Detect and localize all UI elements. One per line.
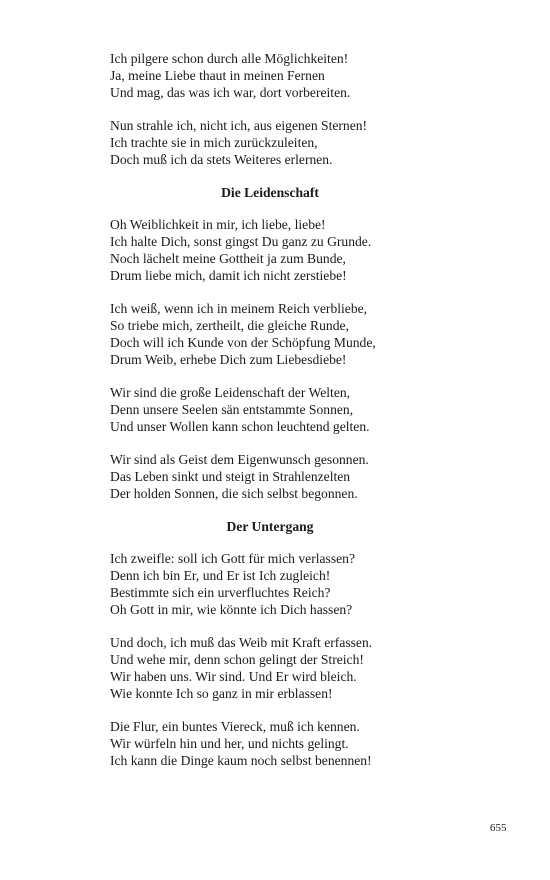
verse-line: Oh Gott in mir, wie könnte ich Dich hassen? bbox=[110, 602, 353, 617]
stanza bbox=[110, 117, 430, 168]
verse-line: Ja, meine Liebe thaut in meinen Fernen bbox=[110, 68, 325, 83]
verse-line: Ich trachte sie in mich zurückzuleiten, bbox=[110, 135, 318, 150]
verse-line: Und doch, ich muß das Weib mit Kraft erfassen. bbox=[110, 635, 373, 650]
stanza bbox=[110, 216, 430, 284]
stanza bbox=[110, 718, 430, 769]
verse-line: Wir haben uns. Wir sind. Und Er wird bleich. bbox=[110, 669, 357, 684]
verse-line: Oh Weiblichkeit in mir, ich liebe, liebe! bbox=[110, 217, 326, 232]
poem-page bbox=[110, 50, 430, 785]
verse-line: Wie konnte Ich so ganz in mir erblassen! bbox=[110, 686, 333, 701]
stanza bbox=[110, 300, 430, 368]
verse-line: Wir sind als Geist dem Eigenwunsch gesonnen. bbox=[110, 452, 369, 467]
poem-title: Die Leidenschaft bbox=[221, 185, 319, 200]
poem-section-leidenschaft bbox=[110, 184, 430, 502]
stanza bbox=[110, 50, 430, 101]
verse-line: Ich halte Dich, sonst gingst Du ganz zu Grunde. bbox=[110, 234, 372, 249]
stanza bbox=[110, 451, 430, 502]
verse-line: Das Leben sinkt und steigt in Strahlenzelten bbox=[110, 469, 351, 484]
stanza bbox=[110, 634, 430, 702]
verse-line: Nun strahle ich, nicht ich, aus eigenen Sternen! bbox=[110, 118, 368, 133]
verse-line: So triebe mich, zertheilt, die gleiche Runde, bbox=[110, 318, 349, 333]
poem-title: Der Untergang bbox=[226, 519, 314, 534]
verse-line: Ich weiß, wenn ich in meinem Reich verbliebe, bbox=[110, 301, 368, 316]
verse-line: Ich pilgere schon durch alle Möglichkeiten! bbox=[110, 51, 349, 66]
verse-line: Drum Weib, erhebe Dich zum Liebesdiebe! bbox=[110, 352, 347, 367]
verse-line: Der holden Sonnen, die sich selbst begonnen. bbox=[110, 486, 358, 501]
verse-line: Ich kann die Dinge kaum noch selbst benennen! bbox=[110, 753, 372, 768]
verse-line: Wir würfeln hin und her, und nichts gelingt. bbox=[110, 736, 349, 751]
verse-line: Noch lächelt meine Gottheit ja zum Bunde, bbox=[110, 251, 346, 266]
verse-line: Drum liebe mich, damit ich nicht zerstiebe! bbox=[110, 268, 347, 283]
stanza bbox=[110, 550, 430, 618]
verse-line: Wir sind die große Leidenschaft der Welten, bbox=[110, 385, 351, 400]
verse-line: Bestimmte sich ein urverfluchtes Reich? bbox=[110, 585, 331, 600]
verse-line: Denn unsere Seelen sän entstammte Sonnen, bbox=[110, 402, 354, 417]
poem-section-untergang bbox=[110, 518, 430, 769]
verse-line: Doch muß ich da stets Weiteres erlernen. bbox=[110, 152, 333, 167]
verse-line: Die Flur, ein buntes Viereck, muß ich kennen. bbox=[110, 719, 360, 734]
verse-line: Denn ich bin Er, und Er ist Ich zugleich! bbox=[110, 568, 331, 583]
verse-line: Und unser Wollen kann schon leuchtend gelten. bbox=[110, 419, 370, 434]
verse-line: Und mag, das was ich war, dort vorbereiten. bbox=[110, 85, 351, 100]
stanza bbox=[110, 384, 430, 435]
verse-line: Ich zweifle: soll ich Gott für mich verlassen? bbox=[110, 551, 355, 566]
page-number: 655 bbox=[490, 822, 507, 834]
verse-line: Doch will ich Kunde von der Schöpfung Munde, bbox=[110, 335, 376, 350]
verse-line: Und wehe mir, denn schon gelingt der Streich! bbox=[110, 652, 364, 667]
poem-section-continuation bbox=[110, 50, 430, 168]
